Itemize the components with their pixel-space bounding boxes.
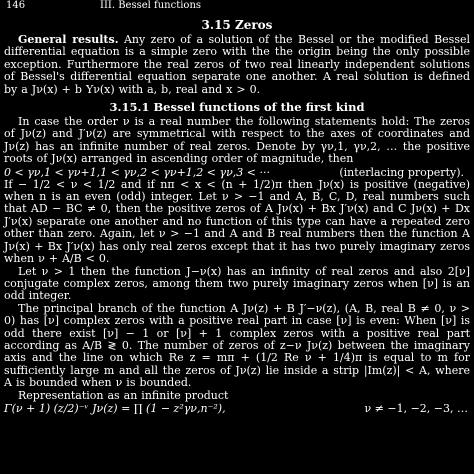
section-title: 3.15 Zeros bbox=[201, 18, 273, 32]
bessel-first-kind-paragraph-1: In case the order ν is a real number the following statements hold: The zeros of Jν(z) and J′ν(z) are symmetrical with respect to the axes of coordinates and Jν(z) has an infinite number of real zeros. Denote by γν,1, γν,2, … the positive roots of Jν(x) arranged in ascending order of magnitude, then bbox=[4, 115, 470, 166]
document-page bbox=[4, 0, 470, 474]
running-chapter-title: III. Bessel functions bbox=[100, 0, 202, 11]
general-results-lead: General results. bbox=[18, 33, 119, 46]
infinite-product-expression: Γ(ν + 1) (z/2)⁻ᵛ Jν(z) = ∏ (1 − z²γν,n⁻²), bbox=[4, 401, 226, 415]
subsection-title: 3.15.1 Bessel functions of the first kind bbox=[109, 100, 365, 115]
bessel-first-kind-paragraph-3: Let ν > 1 then the function J−ν(x) has an infinity of real zeros and also 2[ν] conjugate complex zeros, among them two purely imaginary zeros when [ν] is an odd integer. bbox=[4, 264, 470, 303]
infinite-product-formula bbox=[4, 402, 470, 418]
page-number: 146 bbox=[6, 0, 26, 11]
interlacing-formula bbox=[4, 166, 470, 179]
bessel-first-kind-paragraph-4: The principal branch of the function A Jν(z) + B J′−ν(z), (A, B, real B ≠ 0, ν > 0) has [ν] complex zeros with a positive real part in case [ν] is even: When [ν] is odd there exist [ν] − 1 or [ν] + 1 complex zeros with a positive real part according as A/B ≷ 0. The number of zeros of z−ν Jν(z) between the imaginary axis and the line on which Re z = mπ + (1/2 Re ν + 1/4)π is equal to m for sufficiently large m and all the zeros of Jν(z) lie inside a strip |Im(z)| < A, where A is bounded when ν is bounded. bbox=[4, 301, 470, 390]
bessel-first-kind-paragraph-2: If − 1/2 < ν < 1/2 and if nπ < x < (n + 1/2)π then Jν(x) is positive (negative) when n is an even (odd) integer. Let ν > −1 and A, B, C, D, real numbers such that AD − BC ≠ 0, then the positive zeros of A Jν(x) + Bx J′ν(x) and C Jν(x) + Dx J′ν(x) separate one another and no function of this type can have a repeated zero other than zero. Again, let ν > −1 and A and B real numbers then the function A Jν(x) + Bx J′ν(x) has only real zeros except that it has two purely imaginary zeros when ν + A/B < 0. bbox=[4, 177, 470, 266]
interlacing-formula-tag: (interlacing property). bbox=[339, 165, 464, 179]
infinite-product-condition: ν ≠ −1, −2, −3, … bbox=[364, 401, 468, 415]
general-results-body: Any zero of a solution of the Bessel or the modified Bessel differential equation is a simple zero with the the origin being the only possible exception. Furthermore the real zeros of two real linearly independent solutions of Bessel's differential equation separate one another. A real solution is defined by a Jν(x) + b Yν(x) with a, b, real and x > 0. bbox=[4, 33, 470, 96]
page-header bbox=[4, 0, 470, 12]
general-results-paragraph bbox=[4, 34, 470, 96]
interlacing-formula-expression: 0 < γν,1 < γν+1,1 < γν,2 < γν+1,2 < γν,3 < ··· bbox=[4, 165, 270, 179]
bessel-first-kind-paragraph-5: Representation as an infinite product bbox=[18, 388, 229, 402]
